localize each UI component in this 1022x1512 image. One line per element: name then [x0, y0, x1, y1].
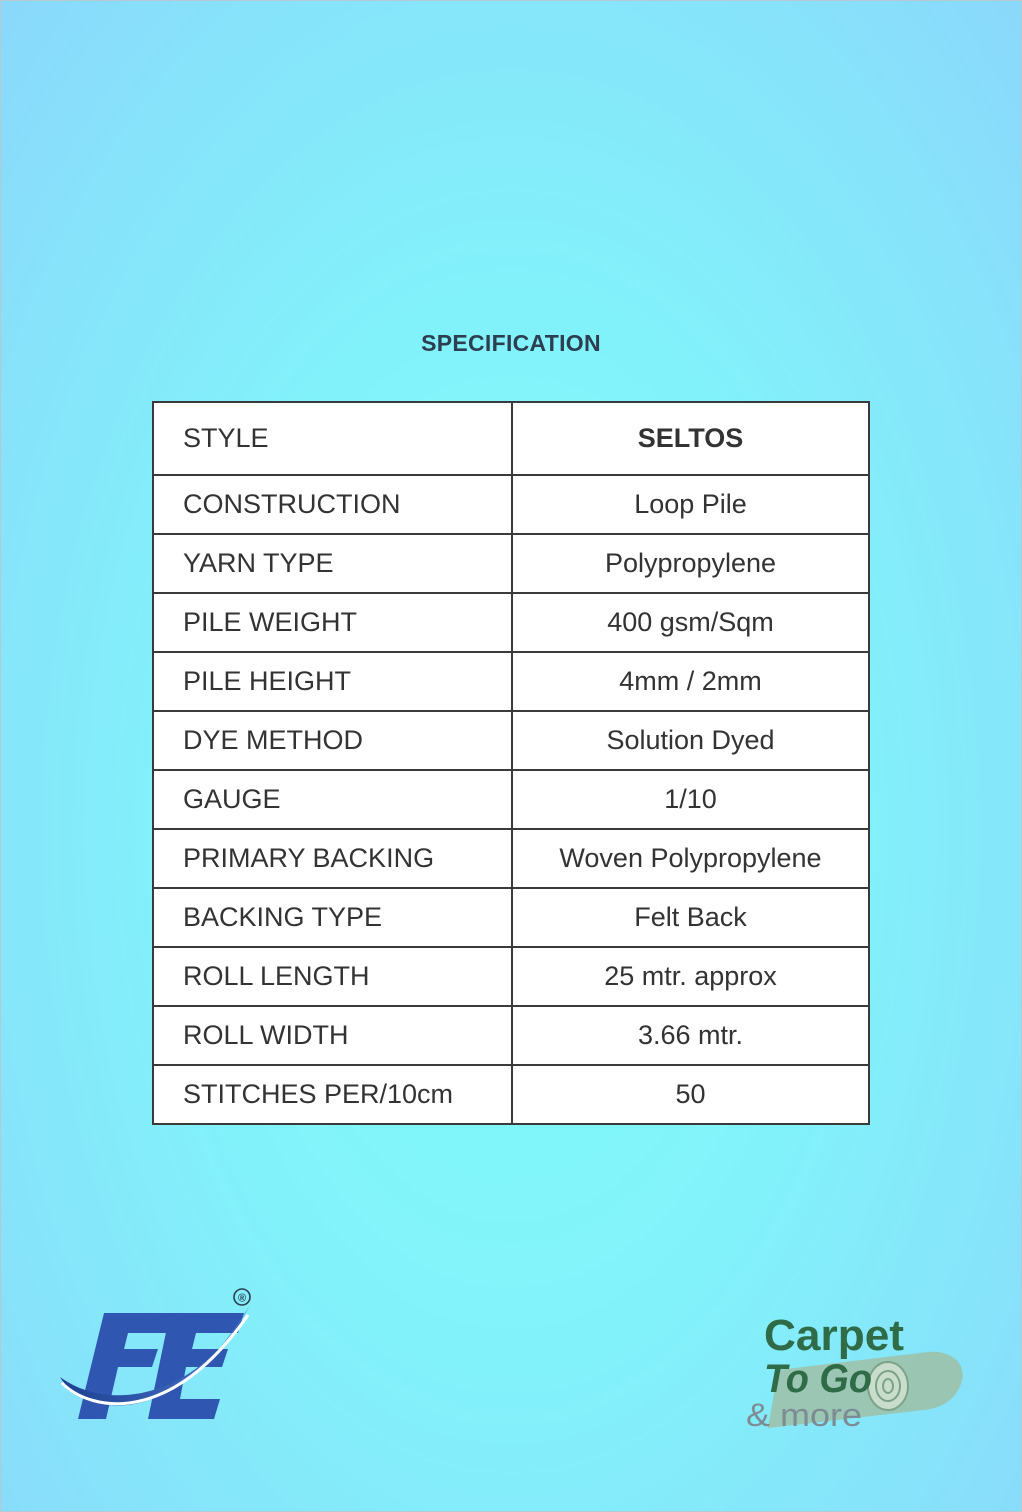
table-row — [153, 770, 869, 829]
spec-value: Felt Back — [512, 888, 869, 947]
table-row — [153, 947, 869, 1006]
table-row — [153, 534, 869, 593]
table-row — [153, 652, 869, 711]
table-row — [153, 1065, 869, 1124]
spec-value: 4mm / 2mm — [512, 652, 869, 711]
spec-value: 25 mtr. approx — [512, 947, 869, 1006]
spec-label: YARN TYPE — [153, 534, 512, 593]
brand-line-and-more: & more — [746, 1397, 862, 1433]
brand-line-carpet: Carpet — [764, 1311, 905, 1360]
brand-line-to-go: To Go — [764, 1357, 872, 1401]
table-row — [153, 1006, 869, 1065]
table-row — [153, 829, 869, 888]
spec-label: GAUGE — [153, 770, 512, 829]
table-row — [153, 711, 869, 770]
spec-label: PRIMARY BACKING — [153, 829, 512, 888]
table-row — [153, 593, 869, 652]
spec-label: STYLE — [153, 402, 512, 475]
table-row — [153, 888, 869, 947]
spec-label: STITCHES PER/10cm — [153, 1065, 512, 1124]
spec-label: DYE METHOD — [153, 711, 512, 770]
table-row — [153, 402, 869, 475]
registered-mark: ® — [237, 1292, 247, 1305]
spec-label: BACKING TYPE — [153, 888, 512, 947]
spec-label: ROLL LENGTH — [153, 947, 512, 1006]
carpet-to-go-logo — [738, 1300, 968, 1440]
spec-value: Woven Polypropylene — [512, 829, 869, 888]
spec-label: PILE HEIGHT — [153, 652, 512, 711]
spec-value: Polypropylene — [512, 534, 869, 593]
spec-value: SELTOS — [512, 402, 869, 475]
spec-label: PILE WEIGHT — [153, 593, 512, 652]
spec-value: 1/10 — [512, 770, 869, 829]
spec-value: 3.66 mtr. — [512, 1006, 869, 1065]
fe-logo — [52, 1285, 262, 1435]
table-row — [153, 475, 869, 534]
spec-value: Solution Dyed — [512, 711, 869, 770]
page-title: SPECIFICATION — [421, 330, 601, 356]
spec-value: Loop Pile — [512, 475, 869, 534]
spec-value: 400 gsm/Sqm — [512, 593, 869, 652]
spec-label: CONSTRUCTION — [153, 475, 512, 534]
spec-label: ROLL WIDTH — [153, 1006, 512, 1065]
specification-table — [152, 401, 870, 1125]
spec-value: 50 — [512, 1065, 869, 1124]
